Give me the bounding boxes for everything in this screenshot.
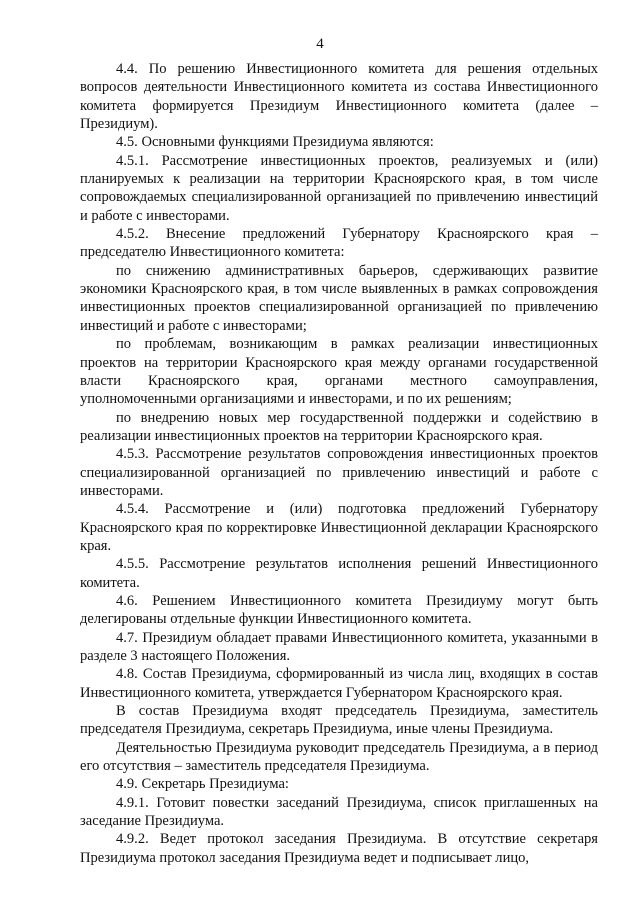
paragraph-4-8-leadership: Деятельностью Президиума руководит председатель Президиума, а в период его отсутствия – заместитель председателя Президиума. (80, 739, 598, 775)
paragraph-4-4: 4.4. По решению Инвестиционного комитета для решения отдельных вопросов деятельности Инвестиционного комитета из состава Инвестиционного комитета формируется Президиум Инвестиционного комитета (далее – Президиум). (80, 61, 598, 133)
paragraph-4-8-members: В состав Президиума входят председатель Президиума, заместитель председателя Президиума, секретарь Президиума, иные члены Президиума. (80, 703, 598, 738)
paragraph-4-5-2-item-1: по снижению административных барьеров, сдерживающих развитие экономики Красноярского края, в том числе выявленных в рамках сопровождения инвестиционных проектов специализированной организацией по привлечению инвестиций и работе с инвесторами; (80, 262, 598, 334)
paragraph-4-5-2-item-2: по проблемам, возникающим в рамках реализации инвестиционных проектов на территории Красноярского края между органами государственной власти Красноярского края, органами местного самоуправления, уполномоченными организациями и инвесторами, и по их решениям; (80, 336, 598, 408)
paragraph-4-5-1: 4.5.1. Рассмотрение инвестиционных проектов, реализуемых и (или) планируемых к реализации на территории Красноярского края, в том числе сопровождаемых специализированной организацией по привлечению инвестиций и работе с инвесторами. (80, 152, 598, 224)
page-number: 4 (316, 36, 324, 52)
paragraph-4-8: 4.8. Состав Президиума, сформированный из числа лиц, входящих в состав Инвестиционного комитета, утверждается Губернатором Красноярского края. (80, 666, 598, 701)
paragraph-4-9-1: 4.9.1. Готовит повестки заседаний Президиума, список приглашенных на заседание Президиума. (80, 794, 598, 830)
document-body (80, 60, 598, 867)
paragraph-4-5-2: 4.5.2. Внесение предложений Губернатору Красноярского края – председателю Инвестиционного комитета: (80, 226, 598, 261)
paragraph-4-9-2: 4.9.2. Ведет протокол заседания Президиума. В отсутствие секретаря Президиума протокол заседания Президиума ведет и подписывает лицо, (80, 831, 598, 866)
paragraph-4-5-4: 4.5.4. Рассмотрение и (или) подготовка предложений Губернатору Красноярского края по корректировке Инвестиционной декларации Красноярского края. (80, 501, 598, 554)
paragraph-4-5-2-item-3: по внедрению новых мер государственной поддержки и содействию в реализации инвестиционных проектов на территории Красноярского края. (80, 409, 598, 444)
paragraph-4-5: 4.5. Основными функциями Президиума являются: (116, 134, 434, 151)
paragraph-4-6: 4.6. Решением Инвестиционного комитета Президиуму могут быть делегированы отдельные функции Инвестиционного комитета. (80, 592, 598, 628)
paragraph-4-9: 4.9. Секретарь Президиума: (116, 776, 289, 793)
paragraph-4-7: 4.7. Президиум обладает правами Инвестиционного комитета, указанными в разделе 3 настоящего Положения. (80, 629, 598, 664)
paragraph-4-5-3: 4.5.3. Рассмотрение результатов сопровождения инвестиционных проектов специализированной организацией по привлечению инвестиций и работе с инвесторами. (80, 446, 598, 499)
paragraph-4-5-5: 4.5.5. Рассмотрение результатов исполнения решений Инвестиционного комитета. (80, 556, 598, 591)
